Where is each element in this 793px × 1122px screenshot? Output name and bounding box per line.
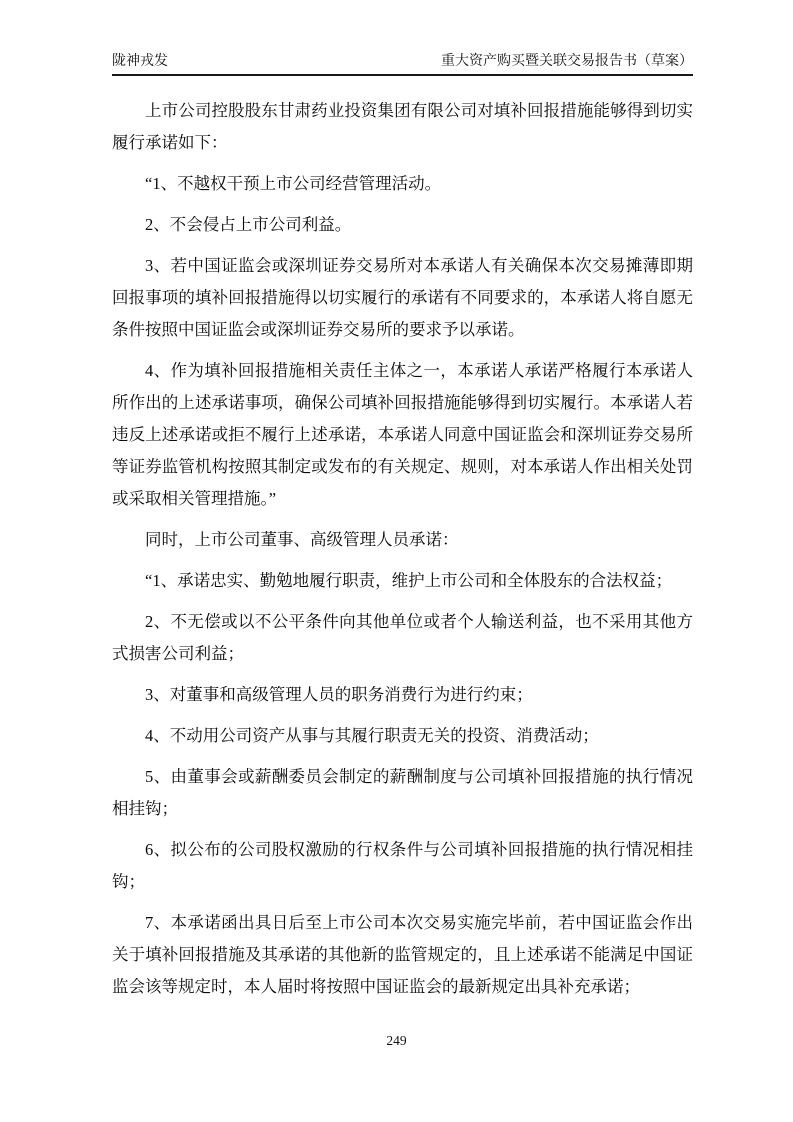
paragraph: “1、承诺忠实、勤勉地履行职责，维护上市公司和全体股东的合法权益； xyxy=(145,571,673,590)
page-header xyxy=(112,0,693,76)
paragraph: 4、作为填补回报措施相关责任主体之一，本承诺人承诺严格履行本承诺人所作出的上述承诺事项，确保公司填补回报措施能够得到切实履行。本承诺人若违反上述承诺或拒不履行上述承诺，本承诺人同意中国证监会和深圳证券交易所等证券监管机构按照其制定或发布的有关规定、规则，对本承诺人作出相关处罚或采取相关管理措施。” xyxy=(112,361,693,508)
page-body xyxy=(112,0,693,1122)
paragraph: “1、不越权干预上市公司经营管理活动。 xyxy=(145,174,442,193)
header-report-title: 重大资产购买暨关联交易报告书（草案） xyxy=(441,54,693,69)
paragraph: 2、不会侵占上市公司利益。 xyxy=(145,215,352,234)
page-number: 249 xyxy=(386,1033,407,1048)
paragraph: 同时，上市公司董事、高级管理人员承诺： xyxy=(145,530,459,549)
paragraph: 6、拟公布的公司股权激励的行权条件与公司填补回报措施的执行情况相挂钩； xyxy=(112,840,693,891)
document-content xyxy=(112,95,693,1003)
paragraph: 3、若中国证监会或深圳证券交易所对本承诺人有关确保本次交易摊薄即期回报事项的填补回报措施得以切实履行的承诺有不同要求的，本承诺人将自愿无条件按照中国证监会或深圳证券交易所的要求予以承诺。 xyxy=(112,256,693,339)
paragraph: 7、本承诺函出具日后至上市公司本次交易实施完毕前，若中国证监会作出关于填补回报措施及其承诺的其他新的监管规定的，且上述承诺不能满足中国证监会该等规定时，本人届时将按照中国证监会的最新规定出具补充承诺； xyxy=(112,913,693,996)
header-company-name: 陇神戎发 xyxy=(112,54,168,69)
paragraph: 4、不动用公司资产从事与其履行职责无关的投资、消费活动； xyxy=(145,726,599,745)
paragraph: 5、由董事会或薪酬委员会制定的薪酬制度与公司填补回报措施的执行情况相挂钩； xyxy=(112,767,693,818)
paragraph: 3、对董事和高级管理人员的职务消费行为进行约束； xyxy=(145,685,533,704)
paragraph: 2、不无偿或以不公平条件向其他单位或者个人输送利益，也不采用其他方式损害公司利益； xyxy=(112,612,693,663)
paragraph: 上市公司控股股东甘肃药业投资集团有限公司对填补回报措施能够得到切实履行承诺如下： xyxy=(112,101,693,152)
page-footer xyxy=(0,1033,793,1049)
